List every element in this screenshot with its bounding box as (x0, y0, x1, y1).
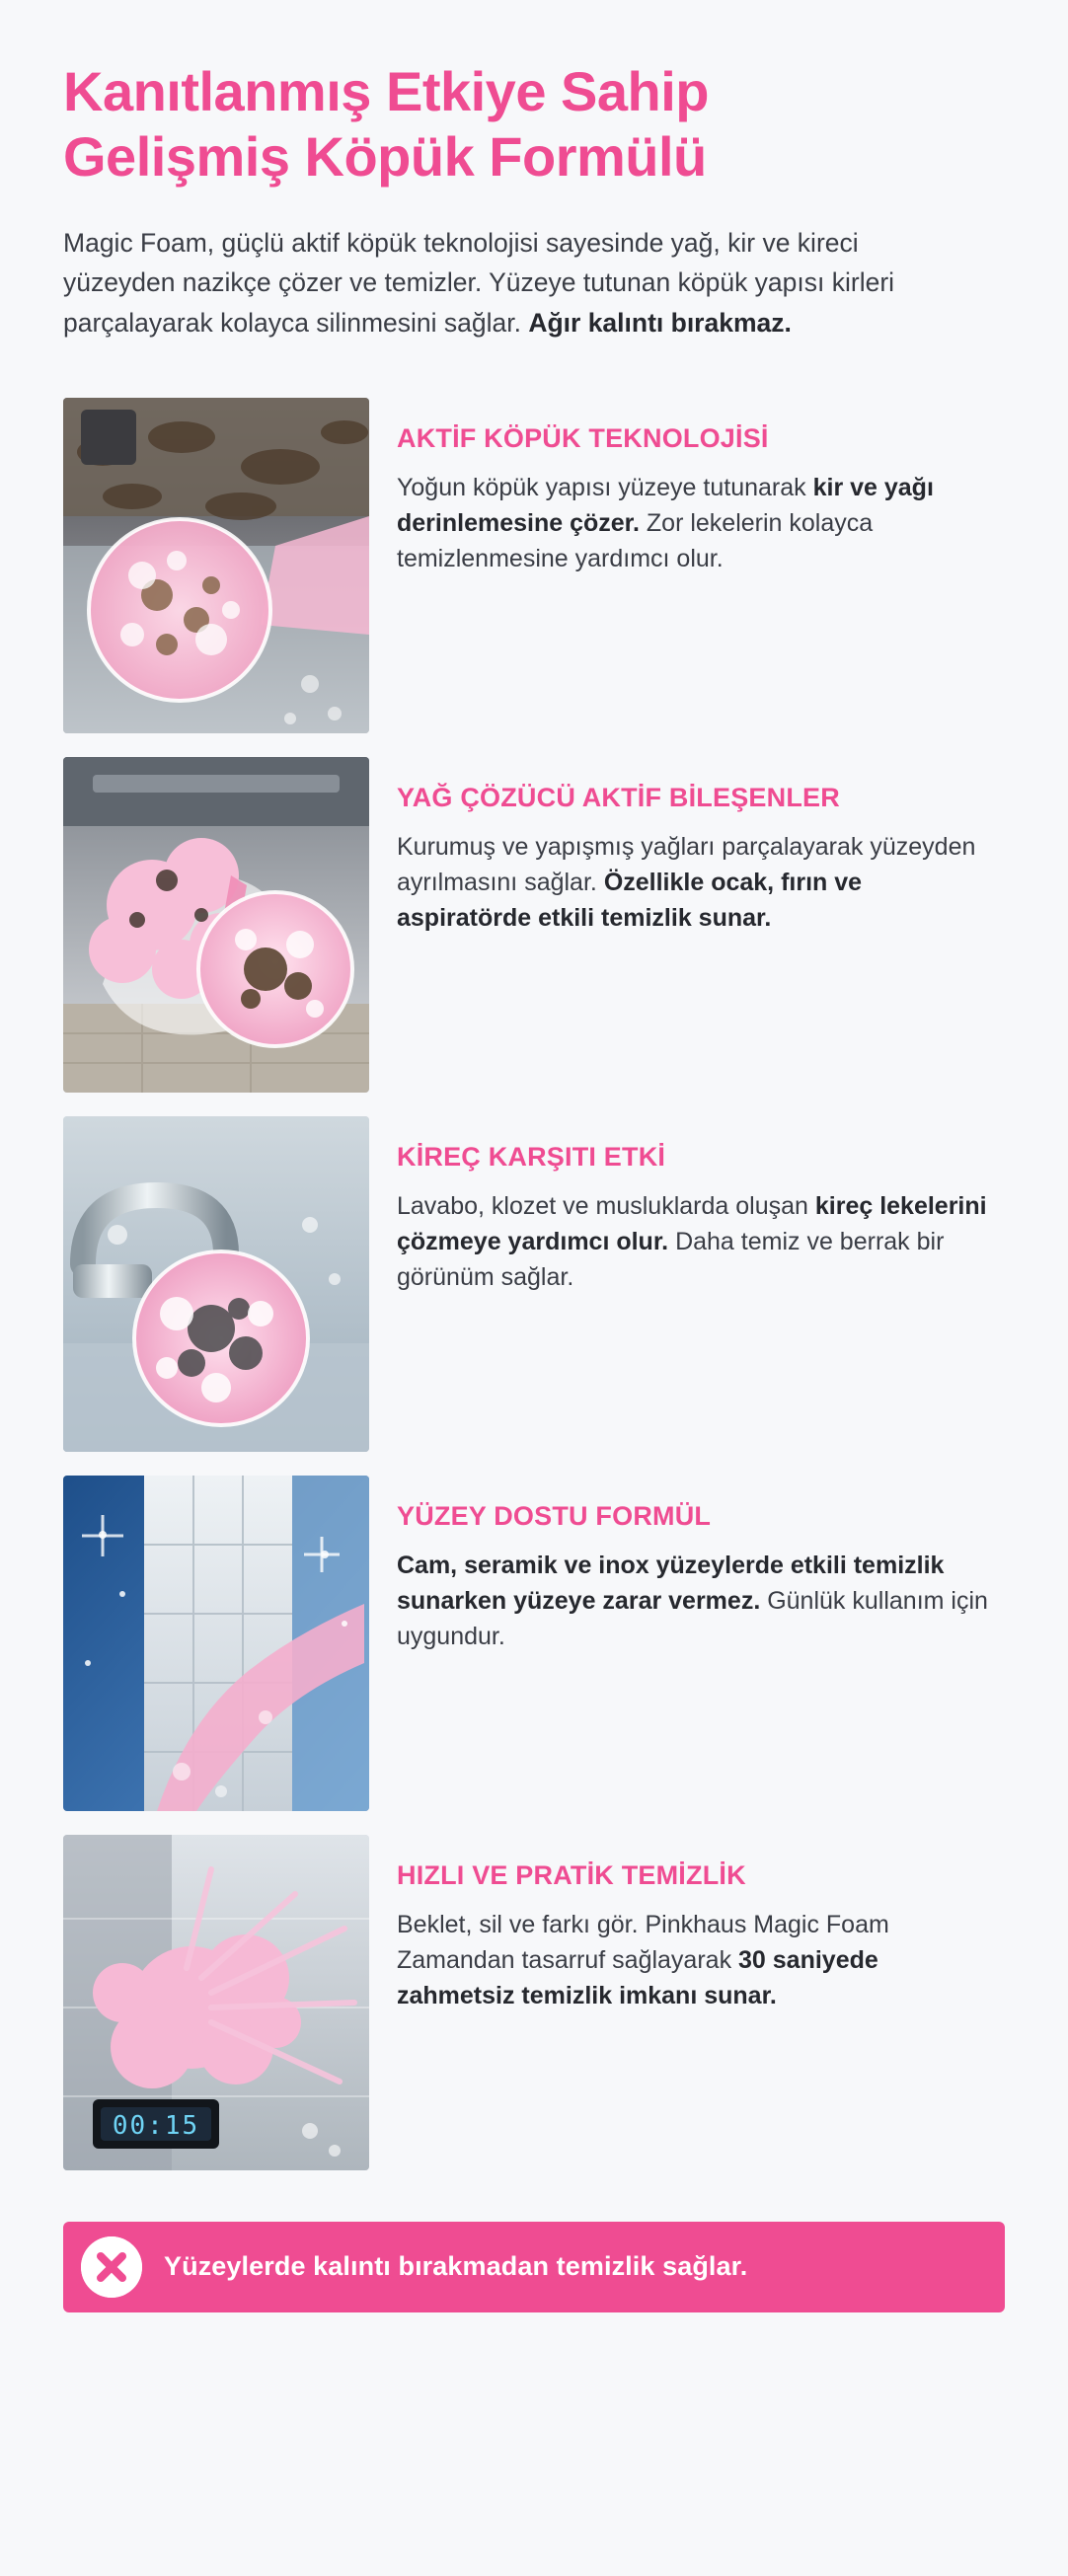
feature-image-surface-friendly (63, 1476, 369, 1811)
feature-text (397, 398, 1005, 733)
feature-body (397, 829, 995, 937)
feature-item (63, 1476, 1005, 1811)
feature-body-part1: Kurumuş ve yapışmış yağları parçalayarak yüzeyden ayrılmasını sağlar. (397, 832, 976, 897)
feature-body (397, 1907, 995, 2014)
feature-image-grease-dissolver (63, 757, 369, 1093)
footer-banner (63, 2222, 1005, 2312)
intro-emphasis: Ağır kalıntı bırakmaz. (528, 307, 792, 338)
banner-label: Yüzeylerde kalıntı bırakmadan temizlik sağlar. (164, 2251, 748, 2282)
feature-body-part1: Beklet, sil ve farkı gör. Pinkhaus Magic Foam Zamandan tasarruf sağlayarak (397, 1910, 889, 1975)
feature-image-fast-cleaning (63, 1835, 369, 2170)
feature-body-part1: Yoğun köpük yapısı yüzeye tutunarak (397, 473, 813, 501)
feature-body-bold1: 30 saniyede zahmetsiz temizlik imkanı sunar. (397, 1946, 878, 2010)
intro-paragraph (63, 223, 912, 342)
feature-body-part2: Günlük kullanım için uygundur. (397, 1587, 988, 1651)
intro-text: Magic Foam, güçlü aktif köpük teknolojisi sayesinde yağ, kir ve kireci yüzeyden nazikçe çözer ve temizler. Yüzeye tutunan köpük yapısı kirleri parçalayarak kolayca silinmesini sağlar. (63, 228, 895, 338)
feature-text (397, 757, 1005, 1093)
feature-item (63, 1835, 1005, 2170)
feature-body-bold1: Cam, seramik ve inox yüzeylerde etkili temizlik sunarken yüzeye zarar vermez. (397, 1551, 945, 1616)
feature-body-part1: Lavabo, klozet ve musluklarda oluşan (397, 1191, 815, 1220)
feature-body-bold1: kireç lekelerini çözmeye yardımcı olur. (397, 1191, 987, 1256)
feature-title: HIZLI VE PRATİK TEMİZLİK (397, 1859, 746, 1890)
x-mark-circle-icon (81, 2236, 142, 2298)
feature-body-bold1: kir ve yağı derinlemesine çözer. (397, 473, 934, 538)
feature-title: YAĞ ÇÖZÜCÜ AKTİF BİLEŞENLER (397, 782, 840, 812)
svg-text:00:15: 00:15 (112, 2110, 200, 2141)
feature-item (63, 1116, 1005, 1452)
feature-title: KİREÇ KARŞITI ETKİ (397, 1141, 666, 1172)
feature-list (63, 398, 1005, 2170)
page-title-line-1: Kanıtlanmış Etkiye Sahip (63, 60, 709, 122)
page-title-line-2: Gelişmiş Köpük Formülü (63, 125, 707, 189)
feature-item (63, 398, 1005, 733)
feature-body (397, 1188, 995, 1296)
feature-title: AKTİF KÖPÜK TEKNOLOJİSİ (397, 422, 769, 453)
feature-body-bold1: Özellikle ocak, fırın ve aspiratörde etkili temizlik sunar. (397, 869, 863, 933)
feature-item (63, 757, 1005, 1093)
feature-body (397, 1548, 995, 1655)
feature-body (397, 470, 995, 577)
feature-image-anti-limescale (63, 1116, 369, 1452)
feature-body-part2: Zor lekelerin kolayca temizlenmesine yardımcı olur. (397, 509, 874, 573)
feature-body-part2: Daha temiz ve berrak bir görünüm sağlar. (397, 1228, 945, 1292)
feature-image-active-foam (63, 398, 369, 733)
feature-text (397, 1116, 1005, 1452)
page-title (63, 59, 952, 189)
feature-title: YÜZEY DOSTU FORMÜL (397, 1500, 712, 1531)
feature-text (397, 1476, 1005, 1811)
feature-text (397, 1835, 1005, 2170)
